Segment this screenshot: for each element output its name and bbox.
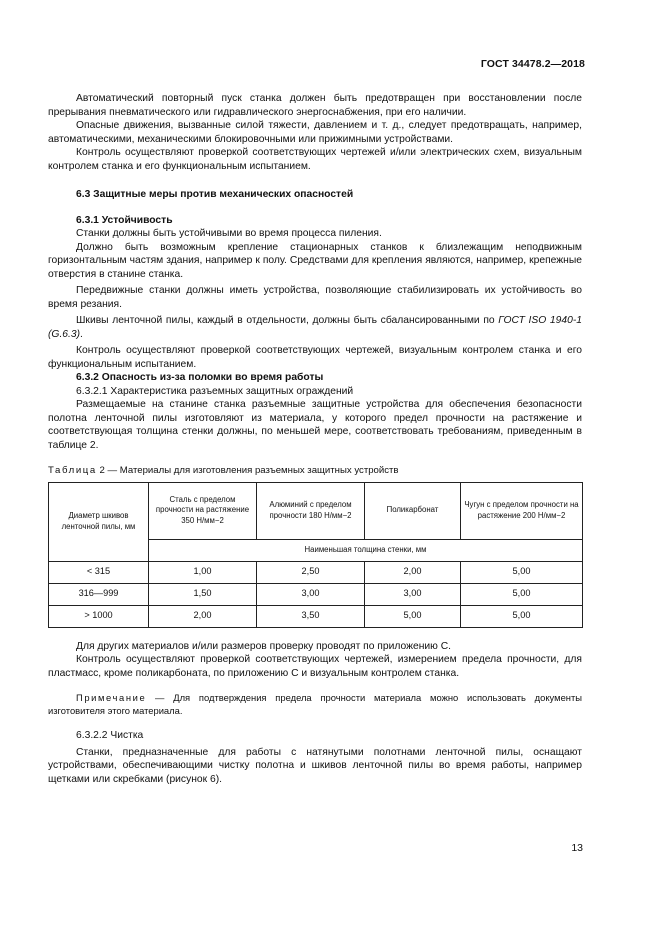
cell-polycarbonate: 2,00: [365, 561, 461, 583]
pulleys-text: Шкивы ленточной пилы, каждый в отдельности, должны быть сбалансированными по: [76, 315, 499, 326]
cell-diameter: < 315: [49, 561, 149, 583]
page-number: 13: [571, 842, 583, 854]
section-6-3-1-title: 6.3.1 Устойчивость: [76, 214, 173, 226]
section-6-3-2-1-title: 6.3.2.1 Характеристика разъемных защитных ограждений: [76, 385, 354, 397]
table-caption-text: 2 — Материалы для изготовления разъемных защитных устройств: [96, 465, 399, 476]
cell-aluminium: 3,50: [257, 605, 365, 627]
cell-cast-iron: 5,00: [461, 561, 583, 583]
paragraph-other-materials: Для других материалов и/или размеров проверку проводят по приложению С.: [76, 640, 452, 652]
paragraph-stability-2: Должно быть возможным крепление стационарных станков к близлежащим неподвижным горизонтальным частям здания, например к полу. Средствами для крепления являются, например, крепежные отверстия в станине станка.: [48, 241, 582, 280]
section-6-3-title: 6.3 Защитные меры против механических опасностей: [76, 189, 354, 200]
paragraph-pulleys: [48, 314, 582, 341]
paragraph-stability-3: Передвижные станки должны иметь устройства, позволяющие стабилизировать их устойчивость во время резания.: [48, 285, 582, 310]
table-header-row: [49, 482, 583, 539]
page-content: [48, 92, 582, 786]
header-aluminium: Алюминий с пределом прочности 180 Н/мм−2: [257, 482, 365, 539]
header-cast-iron: Чугун с пределом прочности на растяжение 200 Н/мм−2: [461, 482, 583, 539]
note-text: — Для подтверждения предела прочности материала можно использовать документы изготовителя этого материала.: [48, 692, 582, 716]
cell-aluminium: 2,50: [257, 561, 365, 583]
cell-polycarbonate: 5,00: [365, 605, 461, 627]
paragraph-control-1: Контроль осуществляют проверкой соответствующих чертежей и/или электрических схем, визуальным контролем станка и его функциональным испытанием.: [48, 147, 582, 172]
paragraph-guards: Размещаемые на станине станка разъемные защитные устройства для обеспечения безопасности полотна ленточной пилы изготовляют из материала, у которого предел прочности на растяжение и соответствующая толщина стенки должны, по меньшей мере, соответствовать требованиям, приведенным в таблице 2.: [48, 399, 582, 451]
subheader-min-thickness: Наименьшая толщина стенки, мм: [149, 539, 583, 561]
cell-polycarbonate: 3,00: [365, 583, 461, 605]
paragraph-control-3: Контроль осуществляют проверкой соответствующих чертежей, измерением предела прочности, для пластмасс, кроме поликарбоната, по приложению С и визуальным контролем станка.: [48, 654, 582, 679]
header-polycarbonate: Поликарбонат: [365, 482, 461, 539]
cell-steel: 1,50: [149, 583, 257, 605]
note: [48, 692, 582, 717]
cell-diameter: 316—999: [49, 583, 149, 605]
paragraph-cleaning: Станки, предназначенные для работы с натянутыми полотнами ленточной пилы, оснащают устройствами, обеспечивающими чистку полотна и шкивов ленточной пилы во время работы, например щетками или скребками (рисунок 6).: [48, 746, 582, 785]
note-label: Примечание: [76, 692, 147, 703]
cell-steel: 1,00: [149, 561, 257, 583]
paragraph-control-2: Контроль осуществляют проверкой соответствующих чертежей, визуальным контролем станка и его функциональным испытанием.: [48, 345, 582, 370]
cell-steel: 2,00: [149, 605, 257, 627]
table-row: [49, 583, 583, 605]
header-diameter: Диаметр шкивов ленточной пилы, мм: [49, 482, 149, 561]
table-row: [49, 561, 583, 583]
section-6-3-2-2-title: 6.3.2.2 Чистка: [76, 730, 144, 741]
table-caption: [48, 464, 582, 478]
paragraph-hazardous-motion: Опасные движения, вызванные силой тяжести, давлением и т. д., следует предотвращать, например, автоматическими, механическими блокировочными или прижимными устройствами.: [48, 120, 582, 145]
header-steel: Сталь с пределом прочности на растяжение 350 Н/мм−2: [149, 482, 257, 539]
section-6-3-2-title: 6.3.2 Опасность из-за поломки во время работы: [76, 372, 324, 383]
standard-reference: ГОСТ ISO 1940-1 (G.6.3): [48, 315, 582, 340]
cell-cast-iron: 5,00: [461, 583, 583, 605]
materials-table: [48, 482, 583, 628]
document-code-header: ГОСТ 34478.2—2018: [480, 58, 585, 70]
cell-aluminium: 3,00: [257, 583, 365, 605]
paragraph-restart: Автоматический повторный пуск станка должен быть предотвращен при восстановлении после прерывания пневматического или гидравлического энергоснабжения, при его наличии.: [48, 93, 582, 118]
cell-diameter: > 1000: [49, 605, 149, 627]
pulleys-end: .: [80, 328, 83, 340]
cell-cast-iron: 5,00: [461, 605, 583, 627]
paragraph-stability-1: Станки должны быть устойчивыми во время процесса пиления.: [76, 228, 382, 239]
table-row: [49, 605, 583, 627]
table-caption-label: Таблица: [48, 465, 97, 476]
